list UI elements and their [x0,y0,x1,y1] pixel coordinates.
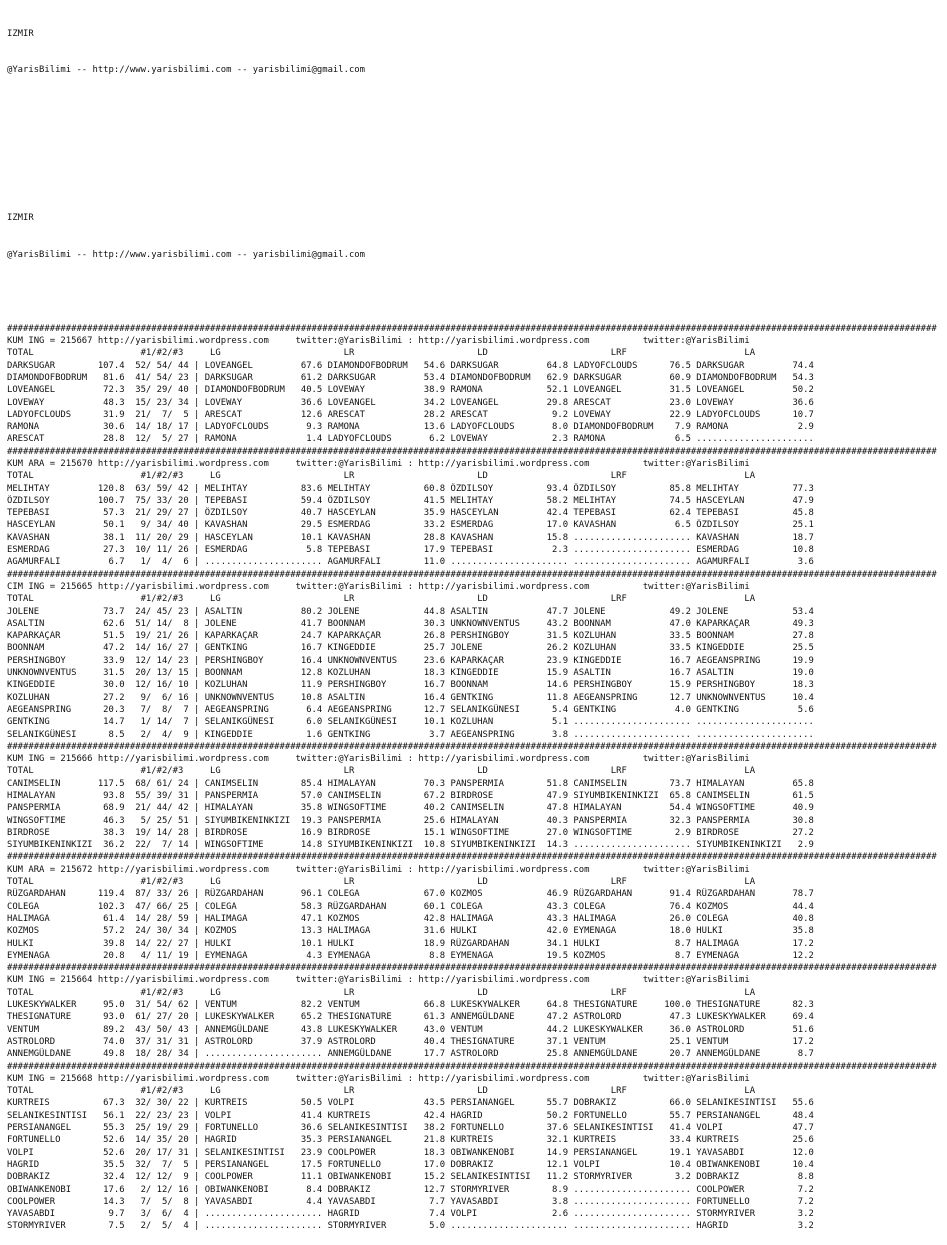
column-header: TOTAL #1/#2/#3 LG LR LD LRF LA [7,987,756,998]
column-header: TOTAL #1/#2/#3 LG LR LD LRF LA [7,1086,756,1097]
city-heading-repeat: IZMIR [7,213,34,224]
table-row: GENTKING 14.7 1/ 14/ 7 | SELANIKGÜNESI 6.0 SELANIKGÜNESI 10.1 KOZLUHAN 5.1 ...................... ...................... [7,717,814,728]
table-row: CANIMSELIN 117.5 68/ 61/ 24 | CANIMSELIN 85.4 HIMALAYAN 70.3 PANSPERMIA 51.8 CANIMSELIN 73.7 HIMALAYAN 65.8 [7,778,814,789]
table-row: DARKSUGAR 107.4 52/ 54/ 44 | LOVEANGEL 67.6 DIAMONDOFBODRUM 54.6 DARKSUGAR 64.8 LADYOFCLOUDS 76.5 DARKSUGAR 74.4 [7,360,814,371]
contact-line-repeat: @YarisBilimi -- http://www.yarisbilimi.com -- yarisbilimi@gmail.com [7,249,365,260]
race-title: KUM ING = 215666 http://yarisbilimi.wordpress.com twitter:@YarisBilimi : http://yarisbilimi.wordpress.com twitter:@YarisBilimi [7,754,750,765]
race-title: KUM ING = 215668 http://yarisbilimi.wordpress.com twitter:@YarisBilimi : http://yarisbilimi.wordpress.com twitter:@YarisBilimi [7,1073,750,1084]
race-title: KUM ARA = 215672 http://yarisbilimi.wordpress.com twitter:@YarisBilimi : http://yarisbilimi.wordpress.com twitter:@YarisBilimi [7,864,750,875]
table-row: WINGSOFTIME 46.3 5/ 25/ 51 | SIYUMBIKENINKIZI 19.3 PANSPERMIA 25.6 HIMALAYAN 40.3 PANSPERMIA 32.3 PANSPERMIA 30.8 [7,815,814,826]
table-row: KINGEDDIE 30.0 12/ 16/ 10 | KOZLUHAN 11.9 PERSHINGBOY 16.7 BOONNAM 14.6 PERSHINGBOY 15.9 PERSHINGBOY 18.3 [7,680,814,691]
table-row: BIRDROSE 38.3 19/ 14/ 28 | BIRDROSE 16.9 BIRDROSE 15.1 WINGSOFTIME 27.0 WINGSOFTIME 2.9 BIRDROSE 27.2 [7,827,814,838]
table-row: LUKESKYWALKER 95.0 31/ 54/ 62 | VENTUM 82.2 VENTUM 66.8 LUKESKYWALKER 64.8 THESIGNATURE 100.0 THESIGNATURE 82.3 [7,1000,814,1011]
table-row: TEPEBASI 57.3 21/ 29/ 27 | ÖZDILSOY 40.7 HASCEYLAN 35.9 HASCEYLAN 42.4 TEPEBASI 62.4 TEPEBASI 45.8 [7,508,814,519]
table-row: KURTREIS 67.3 32/ 30/ 22 | KURTREIS 50.5 VOLPI 43.5 PERSIANANGEL 55.7 DOBRAKIZ 66.0 SELANIKESINTISI 55.6 [7,1098,814,1109]
table-row: LOVEWAY 48.3 15/ 23/ 34 | LOVEWAY 36.6 LOVEANGEL 34.2 LOVEANGEL 29.8 ARESCAT 23.0 LOVEWAY 36.6 [7,397,814,408]
column-header: TOTAL #1/#2/#3 LG LR LD LRF LA [7,471,756,482]
city-heading: IZMIR [7,28,34,39]
table-row: JOLENE 73.7 24/ 45/ 23 | ASALTIN 80.2 JOLENE 44.8 ASALTIN 47.7 JOLENE 49.2 JOLENE 53.4 [7,606,814,617]
blank-line [7,101,947,113]
table-row: SELANIKGÜNESI 8.5 2/ 4/ 9 | KINGEDDIE 1.6 GENTKING 3.7 AEGEANSPRING 3.8 ...................... ...................... [7,729,814,740]
blank-line [7,138,947,150]
race-title: KUM ING = 215664 http://yarisbilimi.wordpress.com twitter:@YarisBilimi : http://yarisbilimi.wordpress.com twitter:@YarisBilimi [7,975,750,986]
contact-line: @YarisBilimi -- http://www.yarisbilimi.com -- yarisbilimi@gmail.com [7,65,365,76]
table-row: VENTUM 89.2 43/ 50/ 43 | ANNEMGÜLDANE 43.8 LUKESKYWALKER 43.0 VENTUM 44.2 LUKESKYWALKER 36.0 ASTROLORD 51.6 [7,1024,814,1035]
separator-line: ############################################################################################################################################################################## [7,569,937,580]
table-row: ÖZDILSOY 100.7 75/ 33/ 20 | TEPEBASI 59.4 ÖZDILSOY 41.5 MELIHTAY 58.2 MELIHTAY 74.5 HASCEYLAN 47.9 [7,495,814,506]
table-row: LADYOFCLOUDS 31.9 21/ 7/ 5 | ARESCAT 12.6 ARESCAT 28.2 ARESCAT 9.2 LOVEWAY 22.9 LADYOFCLOUDS 10.7 [7,409,814,420]
column-header: TOTAL #1/#2/#3 LG LR LD LRF LA [7,594,756,605]
table-row: DOBRAKIZ 32.4 12/ 12/ 9 | COOLPOWER 11.1 OBIWANKENOBI 15.2 SELANIKESINTISI 11.2 STORMYRIVER 3.2 DOBRAKIZ 8.8 [7,1172,814,1183]
table-row: COLEGA 102.3 47/ 66/ 25 | COLEGA 58.3 RÜZGARDAHAN 60.1 COLEGA 43.3 COLEGA 76.4 KOZMOS 44.4 [7,901,814,912]
table-row: HULKI 39.8 14/ 22/ 27 | HULKI 10.1 HULKI 18.9 RÜZGARDAHAN 34.1 HULKI 8.7 HALIMAGA 17.2 [7,938,814,949]
table-row: OBIWANKENOBI 17.6 2/ 12/ 16 | OBIWANKENOBI 8.4 DOBRAKIZ 12.7 STORMYRIVER 8.9 ...................... COOLPOWER 7.2 [7,1184,814,1195]
table-row: COOLPOWER 14.3 7/ 5/ 8 | YAVASABDI 4.4 YAVASABDI 7.7 YAVASABDI 3.8 ...................... FORTUNELLO 7.2 [7,1196,814,1207]
column-header: TOTAL #1/#2/#3 LG LR LD LRF LA [7,766,756,777]
table-row: BOONNAM 47.2 14/ 16/ 27 | GENTKING 16.7 KINGEDDIE 25.7 JOLENE 26.2 KOZLUHAN 33.5 KINGEDDIE 25.5 [7,643,814,654]
separator-line: ############################################################################################################################################################################## [7,963,937,974]
blank-line [7,175,947,187]
table-row: STORMYRIVER 7.5 2/ 5/ 4 | ...................... STORMYRIVER 5.0 ...................... ...................... HAGRID 3.2 [7,1221,814,1232]
table-row: HALIMAGA 61.4 14/ 28/ 59 | HALIMAGA 47.1 KOZMOS 42.8 HALIMAGA 43.3 HALIMAGA 26.0 COLEGA 40.8 [7,913,814,924]
table-row: PERSIANANGEL 55.3 25/ 19/ 29 | FORTUNELLO 36.6 SELANIKESINTISI 38.2 FORTUNELLO 37.6 SELANIKESINTISI 41.4 VOLPI 47.7 [7,1123,814,1134]
table-row: KOZLUHAN 27.2 9/ 6/ 16 | UNKNOWNVENTUS 10.8 ASALTIN 16.4 GENTKING 11.8 AEGEANSPRING 12.7 UNKNOWNVENTUS 10.4 [7,692,814,703]
table-row: ESMERDAG 27.3 10/ 11/ 26 | ESMERDAG 5.8 TEPEBASI 17.9 TEPEBASI 2.3 ...................... ESMERDAG 10.8 [7,545,814,556]
table-row: EYMENAGA 20.8 4/ 11/ 19 | EYMENAGA 4.3 EYMENAGA 8.8 EYMENAGA 19.5 KOZMOS 8.7 EYMENAGA 12.2 [7,950,814,961]
column-header: TOTAL #1/#2/#3 LG LR LD LRF LA [7,348,756,359]
table-row: YAVASABDI 9.7 3/ 6/ 4 | ...................... HAGRID 7.4 VOLPI 2.6 ...................... STORMYRIVER 3.2 [7,1209,814,1220]
table-row: KOZMOS 57.2 24/ 30/ 34 | KOZMOS 13.3 HALIMAGA 31.6 HULKI 42.0 EYMENAGA 18.0 HULKI 35.8 [7,926,814,937]
table-row: UNKNOWNVENTUS 31.5 20/ 13/ 15 | BOONNAM 12.8 KOZLUHAN 18.3 KINGEDDIE 15.9 ASALTIN 16.7 ASALTIN 19.0 [7,668,814,679]
table-row: HAGRID 35.5 32/ 7/ 5 | PERSIANANGEL 17.5 FORTUNELLO 17.0 DOBRAKIZ 12.1 VOLPI 10.4 OBIWANKENOBI 10.4 [7,1159,814,1170]
race-title: KUM ARA = 215670 http://yarisbilimi.wordpress.com twitter:@YarisBilimi : http://yarisbilimi.wordpress.com twitter:@YarisBilimi [7,458,750,469]
table-row: PERSHINGBOY 33.9 12/ 14/ 23 | PERSHINGBOY 16.4 UNKNOWNVENTUS 23.6 KAPARKAÇAR 23.9 KINGEDDIE 16.7 AEGEANSPRING 19.9 [7,655,814,666]
table-row: AEGEANSPRING 20.3 7/ 8/ 7 | AEGEANSPRING 6.4 AEGEANSPRING 12.7 SELANIKGÜNESI 5.4 GENTKING 4.0 GENTKING 5.6 [7,704,814,715]
table-row: AGAMURFALI 6.7 1/ 4/ 6 | ...................... AGAMURFALI 11.0 ...................... ...................... AGAMURFALI 3.6 [7,557,814,568]
table-row: MELIHTAY 120.8 63/ 59/ 42 | MELIHTAY 83.6 MELIHTAY 60.8 ÖZDILSOY 93.4 ÖZDILSOY 85.8 MELIHTAY 77.3 [7,483,814,494]
table-row: VOLPI 52.6 20/ 17/ 31 | SELANIKESINTISI 23.9 COOLPOWER 18.3 OBIWANKENOBI 14.9 PERSIANANGEL 19.1 YAVASABDI 12.0 [7,1147,814,1158]
separator-line: ############################################################################################################################################################################## [7,323,937,334]
table-row: THESIGNATURE 93.0 61/ 27/ 20 | LUKESKYWALKER 65.2 THESIGNATURE 61.3 ANNEMGÜLDANE 47.2 ASTROLORD 47.3 LUKESKYWALKER 69.4 [7,1012,814,1023]
separator-line: ############################################################################################################################################################################## [7,852,937,863]
separator-line: ############################################################################################################################################################################## [7,446,937,457]
table-row: KAPARKAÇAR 51.5 19/ 21/ 26 | KAPARKAÇAR 24.7 KAPARKAÇAR 26.8 PERSHINGBOY 31.5 KOZLUHAN 33.5 BOONNAM 27.8 [7,631,814,642]
table-row: RAMONA 30.6 14/ 18/ 17 | LADYOFCLOUDS 9.3 RAMONA 13.6 LADYOFCLOUDS 8.0 DIAMONDOFBODRUM 7.9 RAMONA 2.9 [7,422,814,433]
separator-line: ############################################################################################################################################################################## [7,1061,937,1072]
blank-line [7,286,947,298]
table-row: KAVASHAN 38.1 11/ 20/ 29 | HASCEYLAN 10.1 KAVASHAN 28.8 KAVASHAN 15.8 ...................... KAVASHAN 18.7 [7,532,814,543]
table-row: HASCEYLAN 50.1 9/ 34/ 40 | KAVASHAN 29.5 ESMERDAG 33.2 ESMERDAG 17.0 KAVASHAN 6.5 ÖZDILSOY 25.1 [7,520,814,531]
table-row: DIAMONDOFBODRUM 81.6 41/ 54/ 23 | DARKSUGAR 61.2 DARKSUGAR 53.4 DIAMONDOFBODRUM 62.9 DARKSUGAR 60.9 DIAMONDOFBODRUM 54.3 [7,372,814,383]
table-row: SELANIKESINTISI 56.1 22/ 23/ 23 | VOLPI 41.4 KURTREIS 42.4 HAGRID 50.2 FORTUNELLO 55.7 PERSIANANGEL 48.4 [7,1110,814,1121]
table-row: SIYUMBIKENINKIZI 36.2 22/ 7/ 14 | WINGSOFTIME 14.8 SIYUMBIKENINKIZI 10.8 SIYUMBIKENINKIZI 14.3 ...................... SIYUMBIKENINKIZI 2.9 [7,840,814,851]
table-row: HIMALAYAN 93.8 55/ 39/ 31 | PANSPERMIA 57.0 CANIMSELIN 67.2 BIRDROSE 47.9 SIYUMBIKENINKIZI 65.8 CANIMSELIN 61.5 [7,791,814,801]
race-sections [7,323,947,1233]
table-row: FORTUNELLO 52.6 14/ 35/ 20 | HAGRID 35.3 PERSIANANGEL 21.8 KURTREIS 32.1 KURTREIS 33.4 KURTREIS 25.6 [7,1135,814,1146]
table-row: LOVEANGEL 72.3 35/ 29/ 40 | DIAMONDOFBODRUM 40.5 LOVEWAY 38.9 RAMONA 52.1 LOVEANGEL 31.5 LOVEANGEL 50.2 [7,385,814,396]
separator-line: ############################################################################################################################################################################## [7,741,937,752]
table-row: RÜZGARDAHAN 119.4 87/ 33/ 26 | RÜZGARDAHAN 96.1 COLEGA 67.0 KOZMOS 46.9 RÜZGARDAHAN 91.4 RÜZGARDAHAN 78.7 [7,889,814,900]
race-title: CIM ING = 215665 http://yarisbilimi.wordpress.com twitter:@YarisBilimi : http://yarisbilimi.wordpress.com twitter:@YarisBilimi [7,581,750,592]
race-title: KUM ING = 215667 http://yarisbilimi.wordpress.com twitter:@YarisBilimi : http://yarisbilimi.wordpress.com twitter:@YarisBilimi [7,336,750,347]
table-row: ARESCAT 28.8 12/ 5/ 27 | RAMONA 1.4 LADYOFCLOUDS 6.2 LOVEWAY 2.3 RAMONA 6.5 ...................... [7,434,814,445]
table-row: ANNEMGÜLDANE 49.8 18/ 28/ 34 | ...................... ANNEMGÜLDANE 17.7 ASTROLORD 25.8 ANNEMGÜLDANE 20.7 ANNEMGÜLDANE 8.7 [7,1049,814,1060]
table-row: ASTROLORD 74.0 37/ 31/ 31 | ASTROLORD 37.9 ASTROLORD 40.4 THESIGNATURE 37.1 VENTUM 25.1 VENTUM 17.2 [7,1036,814,1047]
column-header: TOTAL #1/#2/#3 LG LR LD LRF LA [7,877,756,888]
table-row: PANSPERMIA 68.9 21/ 44/ 42 | HIMALAYAN 35.8 WINGSOFTIME 40.2 CANIMSELIN 47.8 HIMALAYAN 54.4 WINGSOFTIME 40.9 [7,803,814,814]
table-row: ASALTIN 62.6 51/ 14/ 8 | JOLENE 41.7 BOONNAM 30.3 UNKNOWNVENTUS 43.2 BOONNAM 47.0 KAPARKAÇAR 49.3 [7,618,814,629]
